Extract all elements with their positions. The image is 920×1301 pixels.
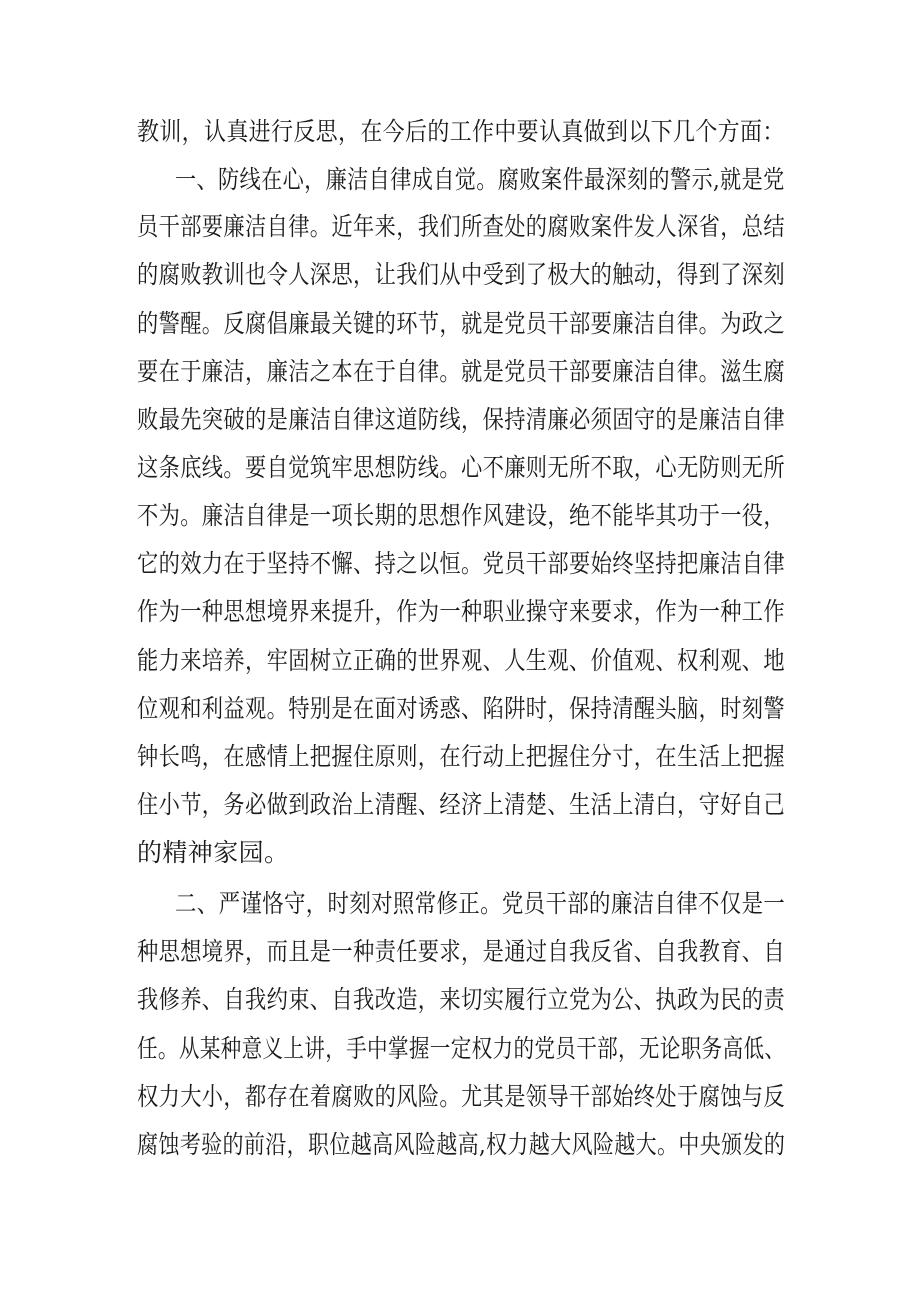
text-line: 位观和利益观。特别是在面对诱惑、陷阱时，保持清醒头脑，时刻警 — [137, 694, 786, 723]
text-line: 教训，认真进行反思，在今后的工作中要认真做到以下几个方面： — [137, 117, 785, 146]
text-line: 员干部要廉洁自律。近年来，我们所查处的腐败案件发人深省，总结 — [137, 212, 786, 241]
text-line: 它的效力在于坚持不懈、持之以恒。党员干部要始终坚持把廉洁自律 — [137, 549, 786, 578]
text-line: 作为一种思想境界来提升，作为一种职业操守来要求，作为一种工作 — [137, 597, 786, 626]
text-line: 要在于廉洁，廉洁之本在于自律。就是党员干部要廉洁自律。滋生腐 — [137, 357, 786, 386]
text-line: 败最先突破的是廉洁自律这道防线，保持清廉必须固守的是廉洁自律 — [137, 405, 786, 434]
text-line: 这条底线。要自觉筑牢思想防线。心不廉则无所不取，心无防则无所 — [137, 453, 786, 482]
text-line: 能力来培养，牢固树立正确的世界观、人生观、价值观、权利观、地 — [137, 646, 786, 675]
text-line: 住小节，务必做到政治上清醒、经济上清楚、生活上清白，守好自己 — [137, 790, 786, 819]
paragraph-heading-2: 二、严谨恪守，时刻对照常修正。党员干部的廉洁自律不仅是一 — [175, 889, 786, 918]
text-line: 任。从某种意义上讲，手中掌握一定权力的党员干部，无论职务高低、 — [137, 1034, 786, 1063]
text-line: 我修养、自我约束、自我改造，来切实履行立党为公、执政为民的责 — [137, 985, 786, 1014]
text-line: 的精神家园。 — [137, 838, 290, 867]
text-line: 钟长鸣，在感情上把握住原则，在行动上把握住分寸，在生活上把握 — [137, 742, 786, 771]
paragraph-heading-1: 一、防线在心，廉洁自律成自觉。腐败案件最深刻的警示,就是党 — [175, 165, 785, 194]
text-line: 权力大小，都存在着腐败的风险。尤其是领导干部始终处于腐蚀与反 — [137, 1082, 786, 1111]
text-line: 腐蚀考验的前沿，职位越高风险越高,权力越大风险越大。中央颁发的 — [137, 1130, 786, 1159]
text-line: 的警醒。反腐倡廉最关键的环节，就是党员干部要廉洁自律。为政之 — [137, 309, 786, 338]
text-line: 不为。廉洁自律是一项长期的思想作风建设，绝不能毕其功于一役， — [137, 501, 786, 530]
text-line: 种思想境界，而且是一种责任要求，是通过自我反省、自我教育、自 — [137, 937, 786, 966]
text-line: 的腐败教训也令人深思，让我们从中受到了极大的触动，得到了深刻 — [137, 260, 786, 289]
